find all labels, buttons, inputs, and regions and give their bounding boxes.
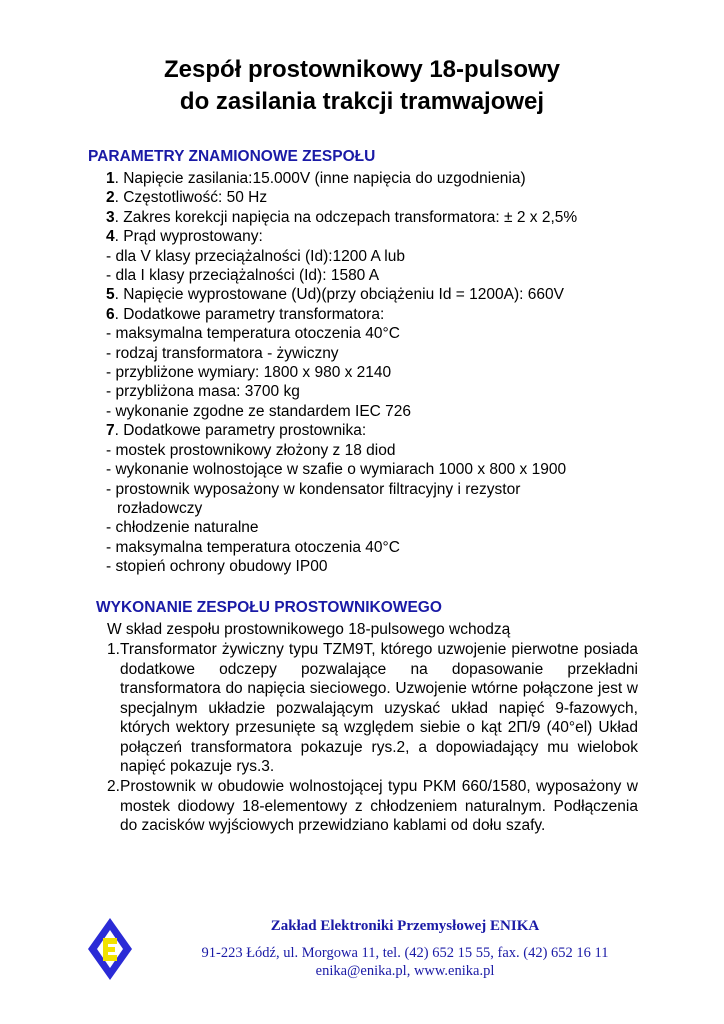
- param-text: - stopień ochrony obudowy IP00: [106, 558, 328, 576]
- param-line: [106, 499, 577, 518]
- param-line: [106, 227, 577, 246]
- param-text: - dla I klasy przeciążalności (Id): 1580 A: [106, 267, 380, 285]
- param-line: [106, 247, 577, 266]
- param-text: - wykonanie wolnostojące w szafie o wymiarach 1000 x 800 x 1900: [106, 461, 567, 479]
- param-number: 4: [106, 228, 115, 246]
- param-line: [106, 460, 577, 479]
- param-text: . Dodatkowe parametry prostownika:: [114, 422, 367, 440]
- param-line: [106, 208, 577, 227]
- param-text: . Napięcie wyprostowane (Ud)(przy obciążeniu Id = 1200A): 660V: [114, 286, 564, 304]
- param-line: [106, 557, 577, 576]
- execution-item-2: [107, 777, 638, 836]
- enika-logo-icon: [86, 916, 134, 982]
- param-line: [106, 169, 577, 188]
- footer-address: 91-223 Łódź, ul. Morgowa 11, tel. (42) 652 15 55, fax. (42) 652 16 11: [201, 945, 609, 961]
- param-line: [106, 421, 577, 440]
- param-text: - przybliżona masa: 3700 kg: [106, 383, 300, 401]
- param-line: [106, 285, 577, 304]
- param-text: . Częstotliwość: 50 Hz: [114, 189, 268, 207]
- execution-item-1: [107, 640, 638, 777]
- param-text: - rodzaj transformatora - żywiczny: [106, 344, 339, 362]
- param-text: - wykonanie zgodne ze standardem IEC 726: [106, 402, 412, 420]
- param-line: [106, 480, 577, 499]
- param-text: - przybliżone wymiary: 1800 x 980 x 2140: [106, 364, 392, 382]
- footer-contact: enika@enika.pl, www.enika.pl: [315, 963, 495, 979]
- footer-company: Zakład Elektroniki Przemysłowej ENIKA: [270, 918, 540, 934]
- item-text: Prostownik w obudowie wolnostojącej typu PKM 660/1580, wyposażony w mostek diodowy 18-elementowy z chłodzeniem naturalnym. Podłączenia do zacisków wyjściowych przewidziano kablami od dołu szafy.: [120, 778, 638, 834]
- param-line: [106, 382, 577, 401]
- param-number: 2: [106, 189, 115, 207]
- param-text: - prostownik wyposażony w kondensator filtracyjny i rezystor: [106, 480, 521, 498]
- param-number: 3: [106, 208, 115, 226]
- param-line: [106, 402, 577, 421]
- param-line: [106, 538, 577, 557]
- param-number: 7: [106, 422, 115, 440]
- param-line: [106, 344, 577, 363]
- param-line: [106, 518, 577, 537]
- execution-heading: WYKONANIE ZESPOŁU PROSTOWNIKOWEGO: [96, 599, 442, 616]
- param-line: [106, 266, 577, 285]
- param-number: 1: [106, 170, 115, 187]
- execution-intro: W skład zespołu prostownikowego 18-pulsowego wchodzą: [107, 621, 511, 638]
- param-text: - dla V klasy przeciążalności (Id):1200 A lub: [106, 247, 405, 265]
- param-line: [106, 188, 577, 207]
- param-number: 5: [106, 286, 115, 304]
- item-number: 1.: [107, 641, 120, 658]
- param-text: - maksymalna temperatura otoczenia 40°C: [106, 325, 400, 343]
- param-text: . Napięcie zasilania:15.000V (inne napięcia do uzgodnienia): [114, 170, 526, 187]
- params-list: [106, 169, 577, 577]
- param-text: . Prąd wyprostowany:: [114, 228, 263, 246]
- param-line: [106, 305, 577, 324]
- param-number: 6: [106, 305, 115, 323]
- param-line: [106, 441, 577, 460]
- param-text: - maksymalna temperatura otoczenia 40°C: [106, 538, 400, 556]
- document-title: [0, 54, 724, 118]
- param-text: rozładowczy: [117, 499, 203, 517]
- param-line: [106, 324, 577, 343]
- title-line-2: do zasilania trakcji tramwajowej: [179, 88, 545, 115]
- param-text: - mostek prostownikowy złożony z 18 diod: [106, 441, 396, 459]
- param-text: - chłodzenie naturalne: [106, 519, 259, 537]
- item-text: Transformator żywiczny typu TZM9T, którego uzwojenie pierwotne posiada dodatkowe odczepy pozwalające na dopasowanie przekładni transformatora do napięcia sieciowego. Uzwojenie wtórne połączone jest w specjalnym układzie pozwalającym uzyskać układ napięć 9-fazowych, których wektory przesunięte są względem siebie o kąt 2Π/9 (40°el) Układ połączeń transformatora pokazuje rys.2, a dopowiadający mu wielobok napięć pokazuje rys.3.: [120, 641, 638, 775]
- param-text: . Dodatkowe parametry transformatora:: [114, 305, 385, 323]
- item-number: 2.: [107, 778, 120, 795]
- param-text: . Zakres korekcji napięcia na odczepach transformatora: ± 2 x 2,5%: [114, 208, 578, 226]
- params-heading: PARAMETRY ZNAMIONOWE ZESPOŁU: [88, 148, 376, 165]
- param-line: [106, 363, 577, 382]
- title-line-1: Zespół prostownikowy 18-pulsowy: [163, 56, 561, 83]
